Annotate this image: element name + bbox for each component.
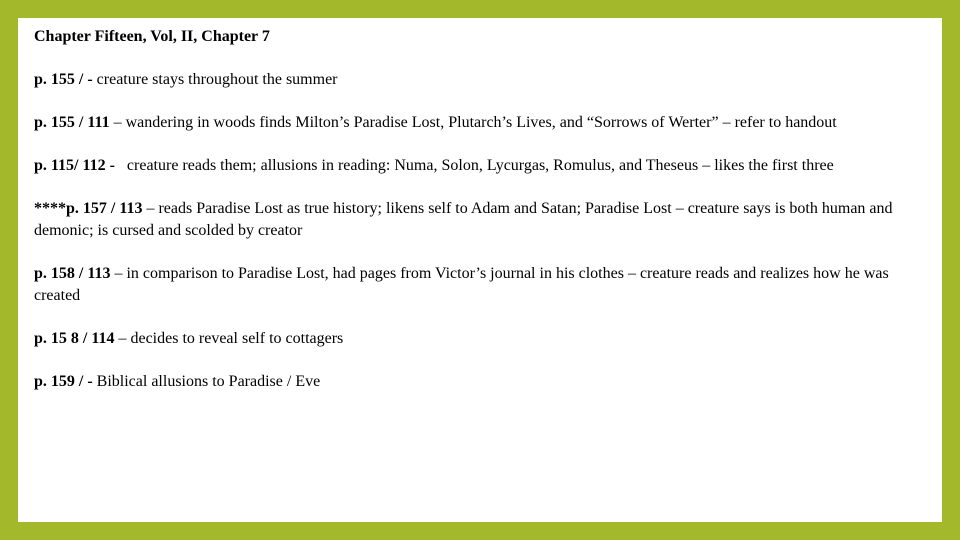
slide: [18, 18, 942, 522]
note-text: – wandering in woods finds Milton’s Paradise Lost, Plutarch’s Lives, and “Sorrows of Werter” – refer to handout: [109, 114, 837, 131]
note-text: Biblical allusions to Paradise / Eve: [92, 373, 321, 390]
note-item: [34, 198, 914, 242]
note-item: [34, 155, 914, 177]
note-text: creature stays throughout the summer: [92, 71, 338, 88]
note-text: – decides to reveal self to cottagers: [114, 330, 344, 347]
page-reference: p. 155 / 111: [34, 114, 110, 131]
note-item: [34, 69, 914, 91]
page-reference: p. 115/ 112 -: [34, 157, 115, 174]
slide-title: Chapter Fifteen, Vol, II, Chapter 7: [34, 28, 270, 45]
page-reference: p. 159 / -: [34, 373, 93, 390]
page-reference: ****p. 157 / 113: [34, 200, 143, 217]
note-text: – reads Paradise Lost as true history; likens self to Adam and Satan; Paradise Lost – creature says is both human and demonic; is cursed and scolded by creator: [34, 200, 893, 239]
note-item: [34, 371, 914, 393]
page-reference: p. 158 / 113: [34, 265, 111, 282]
page-reference: p. 155 / -: [34, 71, 93, 88]
note-item: [34, 328, 914, 350]
slide-content: [34, 26, 914, 414]
note-text: creature reads them; allusions in reading: Numa, Solon, Lycurgas, Romulus, and Theseus – likes the first three: [114, 157, 834, 174]
note-text: – in comparison to Paradise Lost, had pages from Victor’s journal in his clothes – creature reads and realizes how he was created: [34, 265, 889, 304]
note-item: [34, 263, 914, 307]
page-reference: p. 15 8 / 114: [34, 330, 115, 347]
note-item: [34, 112, 914, 134]
